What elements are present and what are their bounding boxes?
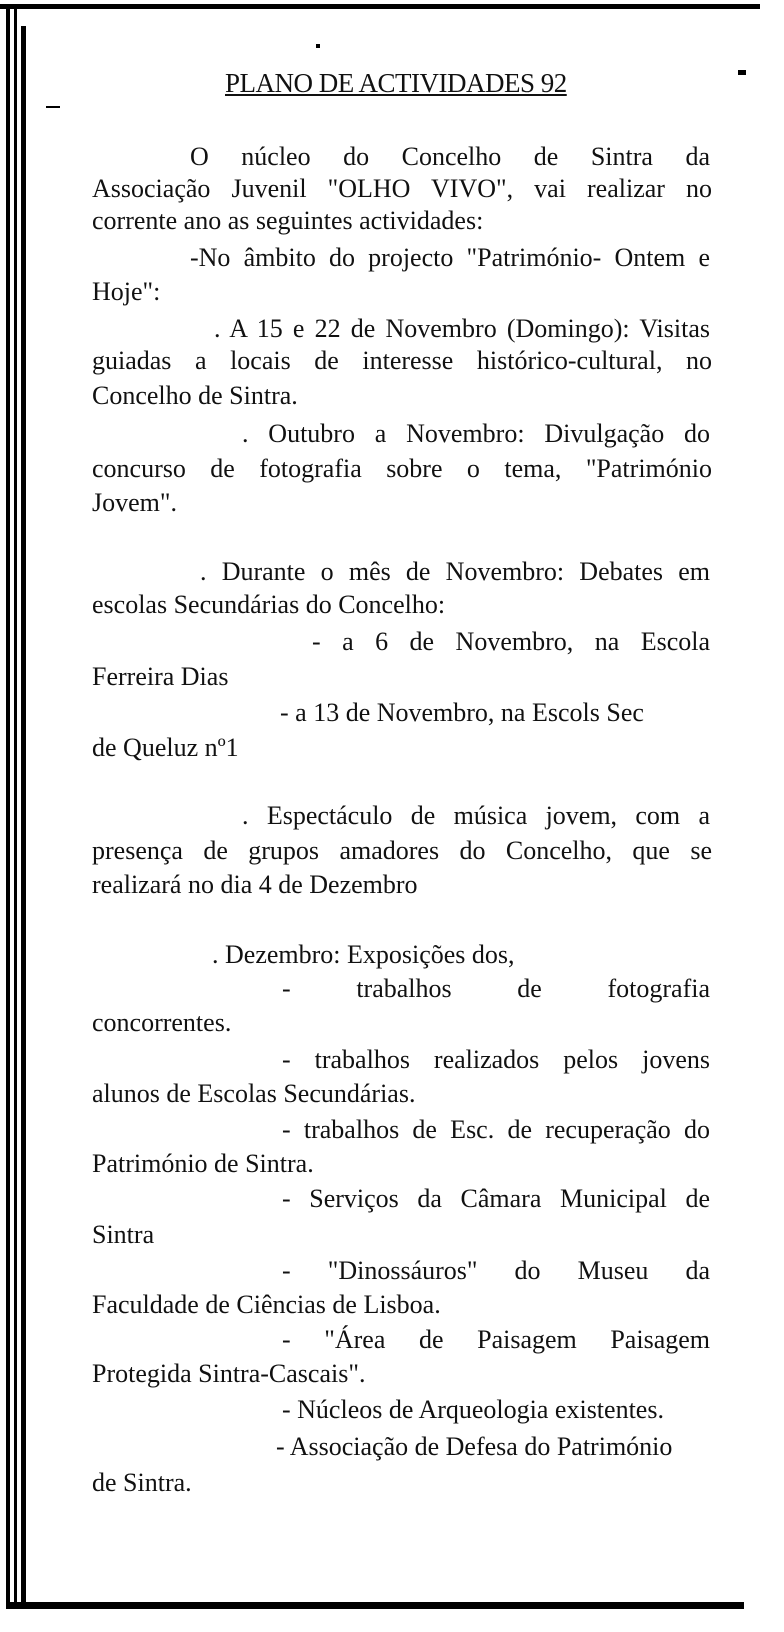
margin-mark (46, 106, 60, 108)
margin-mark (738, 70, 746, 75)
text-line: - a 13 de Novembro, na Escols Sec (280, 698, 644, 727)
text-line: O núcleo do Concelho de Sintra da (190, 142, 710, 171)
text-line: - Núcleos de Arqueologia existentes. (282, 1395, 664, 1424)
text-line: guiadas a locais de interesse histórico-cultural, no (92, 346, 712, 375)
text-line: Hoje": (92, 277, 161, 306)
text-line: - trabalhos de Esc. de recuperação do (282, 1115, 710, 1144)
text-line: - trabalhos de fotografia (282, 974, 710, 1003)
frame-left-border-inner (14, 6, 17, 1606)
speck-mark (316, 44, 320, 48)
text-line: . Espectáculo de música jovem, com a (242, 801, 710, 830)
text-line: - "Área de Paisagem Paisagem (282, 1325, 710, 1354)
text-line: de Queluz nº1 (92, 733, 239, 762)
text-line: - a 6 de Novembro, na Escola (312, 627, 710, 656)
text-line: - trabalhos realizados pelos jovens (282, 1045, 710, 1074)
frame-left-border (6, 6, 10, 1606)
text-line: - Associação de Defesa do Património (276, 1432, 673, 1461)
text-line: concorrentes. (92, 1008, 232, 1037)
text-line: corrente ano as seguintes actividades: (92, 206, 484, 235)
text-line: Associação Juvenil "OLHO VIVO", vai realizar no (92, 174, 712, 203)
text-line: Jovem". (92, 488, 177, 517)
frame-bottom-border (6, 1602, 744, 1609)
text-line: . Dezembro: Exposições dos, (212, 940, 515, 969)
text-line: - "Dinossáuros" do Museu da (282, 1256, 710, 1285)
text-line: Sintra (92, 1220, 155, 1249)
text-line: . Durante o mês de Novembro: Debates em (200, 557, 710, 586)
text-line: Protegida Sintra-Cascais". (92, 1359, 366, 1388)
text-line: presença de grupos amadores do Concelho, que se (92, 836, 712, 865)
text-line: . A 15 e 22 de Novembro (Domingo): Visitas (214, 314, 710, 343)
text-line: Concelho de Sintra. (92, 381, 298, 410)
text-line: -No âmbito do projecto "Património- Ontem e (190, 243, 710, 272)
text-line: realizará no dia 4 de Dezembro (92, 870, 418, 899)
text-line: Ferreira Dias (92, 662, 229, 691)
text-line: Faculdade de Ciências de Lisboa. (92, 1290, 441, 1319)
text-line: . Outubro a Novembro: Divulgação do (242, 419, 710, 448)
text-line: escolas Secundárias do Concelho: (92, 590, 446, 619)
text-line: Património de Sintra. (92, 1149, 314, 1178)
text-line: de Sintra. (92, 1468, 192, 1497)
text-line: - Serviços da Câmara Municipal de (282, 1184, 710, 1213)
text-line: concurso de fotografia sobre o tema, "Património (92, 454, 712, 483)
frame-top-border (0, 4, 760, 9)
page-title: PLANO DE ACTIVIDADES 92 (225, 68, 567, 98)
frame-left-border-rule (21, 26, 26, 1606)
text-line: alunos de Escolas Secundárias. (92, 1079, 416, 1108)
